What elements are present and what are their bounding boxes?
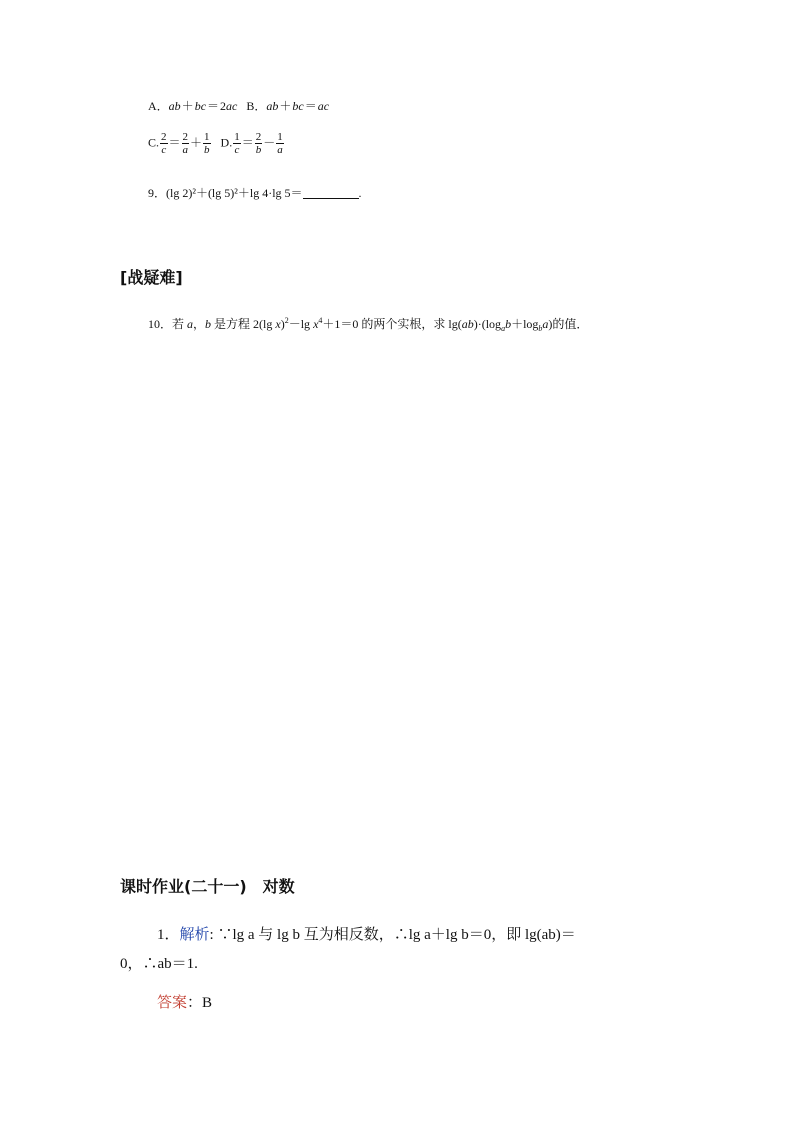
fraction: $\frac{2}{b}$ <box>255 131 262 156</box>
answer-blank <box>303 186 359 199</box>
fraction: $\frac{1}{b}$ <box>204 131 210 156</box>
var-a: a <box>187 317 194 331</box>
answer-value: B <box>202 995 213 1011</box>
option-a-label: A． <box>148 99 169 113</box>
fraction: $\frac{2}{c}$ <box>161 131 167 156</box>
option-c-label: C. <box>148 135 160 150</box>
question-number: 9． <box>148 186 167 200</box>
q10-text: ＋1＝0 的两个实根，求 lg( <box>322 317 462 331</box>
q10-text: 是方程 2(lg <box>214 317 276 331</box>
answer-number: 1． <box>157 927 180 943</box>
fraction: $\frac{2}{a}$ <box>182 131 189 156</box>
analysis-text: ∵lg a 与 lg b 互为相反数，∴lg a＋lg b＝0，即 lg(ab)＝ <box>217 927 576 943</box>
q8-options-ab: A．ab＋bc＝2ac B．ab＋bc＝ac <box>148 99 330 113</box>
q10-text: )的值． <box>548 317 589 331</box>
analysis-label: 解析 <box>179 927 210 943</box>
question-9: 9．(lg 2)²＋(lg 5)²＋lg 4·lg 5＝ . <box>148 186 362 200</box>
section-heading: [战疑难] <box>120 268 183 287</box>
answers-title: 课时作业(二十一) 对数 <box>120 877 295 896</box>
option-d-label: D. <box>220 135 233 150</box>
answer-label: 答案 <box>157 995 188 1011</box>
var-b: b <box>205 317 212 331</box>
q10-text: －lg <box>288 317 314 331</box>
question-number: 10． <box>148 317 173 331</box>
q10-text: )·(log <box>473 317 502 331</box>
answer-1-result: 答案：B <box>157 995 213 1011</box>
fraction: $\frac{1}{a}$ <box>277 131 283 156</box>
option-b-label: B． <box>246 99 267 113</box>
answer-1-line2: 0，∴ab＝1. <box>120 956 198 972</box>
question-10: 10．若 a，b 是方程 2(lg x)$^2$－lg $x^4+1=0$ 的两个实根，求 $\lg(ab)\cdot(\log_ab+\log_ba)$的值． <box>148 316 589 333</box>
q8-options-cd: C. $\frac{2}{c}$ ＝ $\frac{2}{a}$ ＋ $\frac{1}{b}$ D. $\frac{1}{c}$ ＝ $\frac{2}{b}$ － $\frac{1}{a}$ <box>148 131 283 156</box>
question-expression: (lg 2)²＋(lg 5)²＋lg 4·lg 5＝ <box>166 186 303 200</box>
fraction: $\frac{1}{c}$ <box>234 131 240 156</box>
q10-text: 若 <box>172 317 188 331</box>
answer-1-line1: 1．解析: ∵lg a 与 lg b 互为相反数，∴lg a＋lg b＝0，即 lg(ab)＝ <box>157 927 576 943</box>
